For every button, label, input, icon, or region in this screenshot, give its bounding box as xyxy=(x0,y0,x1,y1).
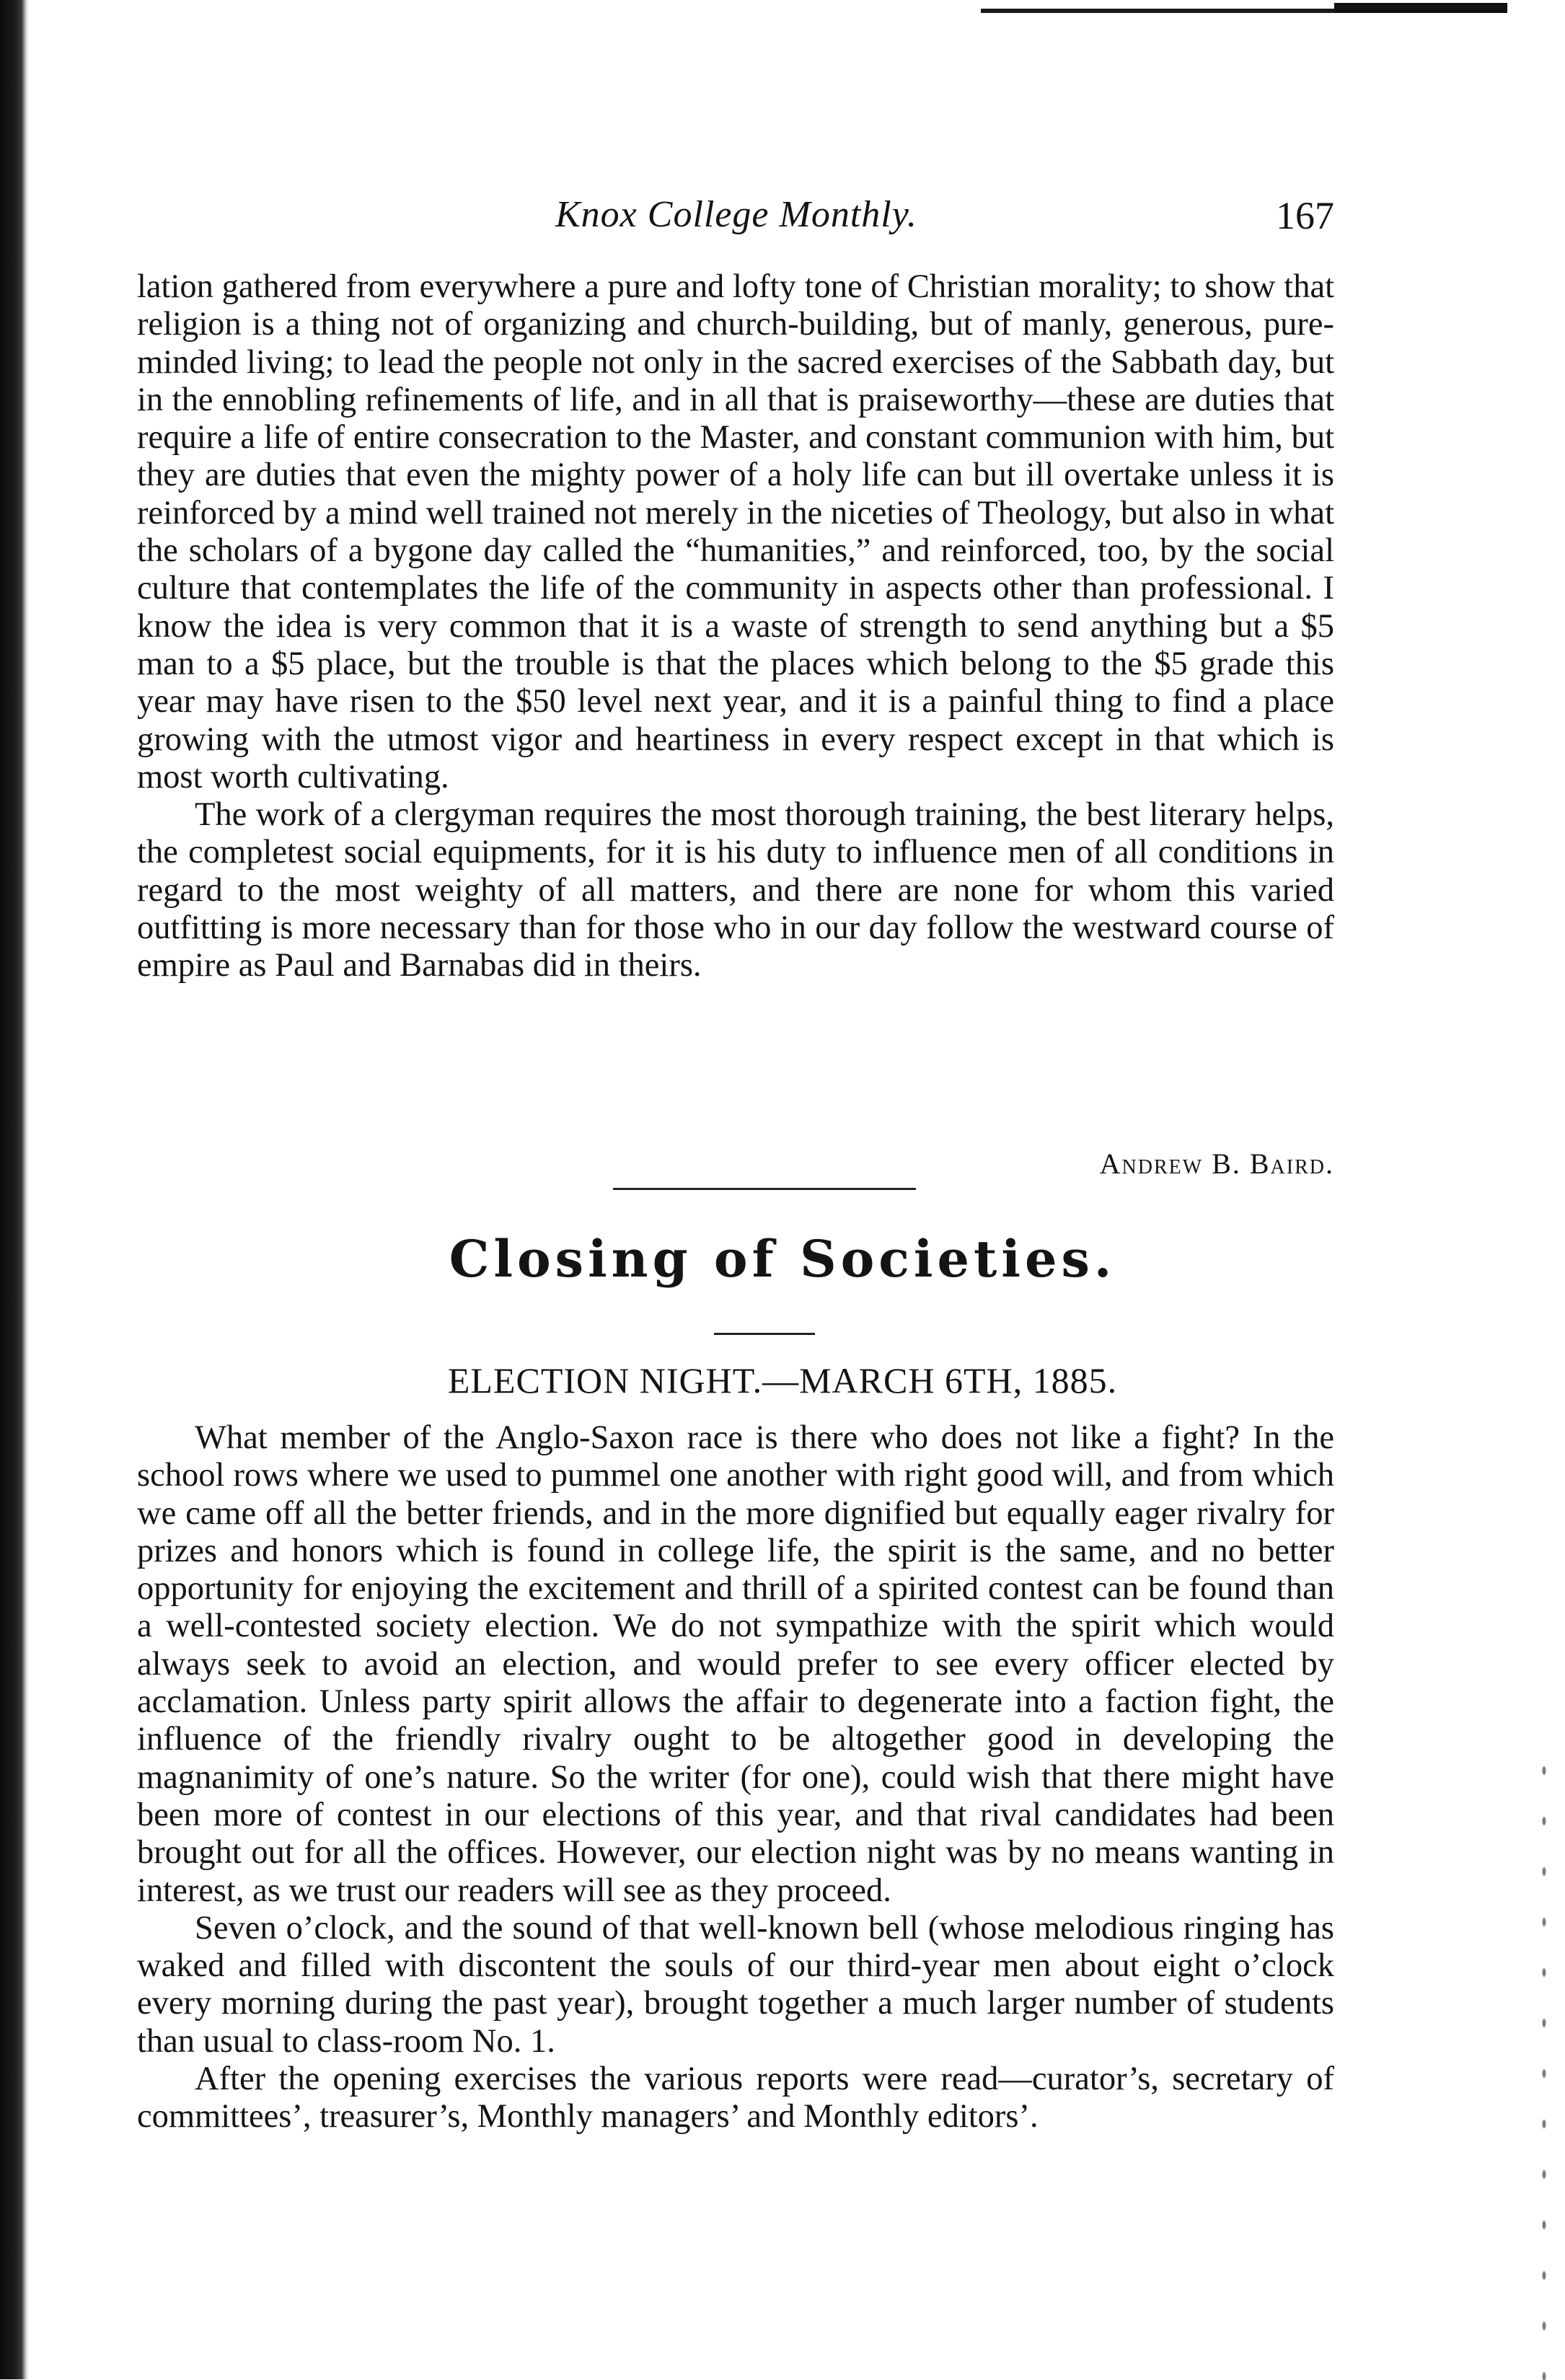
section-body xyxy=(137,1419,1334,2136)
paragraph: What member of the Anglo-Saxon race is there who does not like a fight? In the school rows where we used to pummel one another with right good will, and from which we came off all the better friends, and in the more dignified but equally eager rivalry for prizes and honors which is found in college life, the spirit is the same, and no better opportunity for enjoying the excitement and thrill of a spirited contest can be found than a well-contested society election. We do not sympathize with the spirit which would always seek to avoid an election, and would prefer to see every officer elected by acclamation. Unless party spirit allows the affair to degenerate into a faction fight, the influence of the friendly rivalry ought to be altogether good in developing the magnanimity of one’s nature. So the writer (for one), could wish that there might have been more of contest in our elections of this year, and that rival candidates had been brought out for all the offices. However, our election night was by no means wanting in interest, as we trust our readers will see as they proceed. xyxy=(137,1419,1334,1909)
section-subheading: ELECTION NIGHT.—MARCH 6TH, 1885. xyxy=(447,1360,1118,1401)
running-title: Knox College Monthly. xyxy=(555,194,917,235)
page-number: 167 xyxy=(1276,194,1334,237)
heading-divider xyxy=(714,1333,815,1335)
paragraph: lation gathered from everywhere a pure and lofty tone of Christian morality; to show that religion is a thing not of organizing and church-building, but of manly, generous, pure-minded living; to lead the people not only in the sacred exercises of the Sabbath day, but in the ennobling refinements of life, and in all that is praiseworthy—these are duties that require a life of entire consecration to the Master, and constant communion with him, but they are duties that even the mighty power of a holy life can but ill overtake unless it is reinforced by a mind well trained not merely in the niceties of Theology, but also in what the scholars of a bygone day called the “humanities,” and reinforced, too, by the social culture that contemplates the life of the community in aspects other than professional. I know the idea is very common that it is a waste of strength to send anything but a $5 man to a $5 place, but the trouble is that the places which belong to the $5 grade this year may have risen to the $50 level next year, and it is a painful thing to find a place growing with the utmost vigor and heartiness in every respect except in that which is most worth cultivating. xyxy=(137,268,1334,795)
section-heading: Closing of Societies. xyxy=(449,1229,1116,1289)
paragraph: Seven o’clock, and the sound of that well-known bell (whose melodious ringing has waked and filled with discontent the souls of our third-year men about eight o’clock every morning during the past year), brought together a much larger number of students than usual to class-room No. 1. xyxy=(137,1909,1334,2060)
top-rule-thick xyxy=(1334,3,1507,13)
author-signature: Andrew B. Baird. xyxy=(1099,1147,1334,1180)
paragraph: The work of a clergyman requires the most thorough training, the best literary helps, the completest social equipments, for it is his duty to influence men of all conditions in regard to the most weighty of all matters, and there are none for whom this varied outfitting is more necessary than for those who in our day follow the westward course of empire as Paul and Barnabas did in theirs. xyxy=(137,796,1334,984)
scan-right-specks xyxy=(1533,1745,1555,2380)
paragraph: After the opening exercises the various reports were read—curator’s, secretary of committees’, treasurer’s, Monthly managers’ and Monthly editors’. xyxy=(137,2061,1334,2136)
section-divider xyxy=(613,1188,916,1190)
scan-left-edge xyxy=(0,0,29,2379)
article-continuation xyxy=(137,268,1334,985)
page-header xyxy=(137,193,1334,251)
